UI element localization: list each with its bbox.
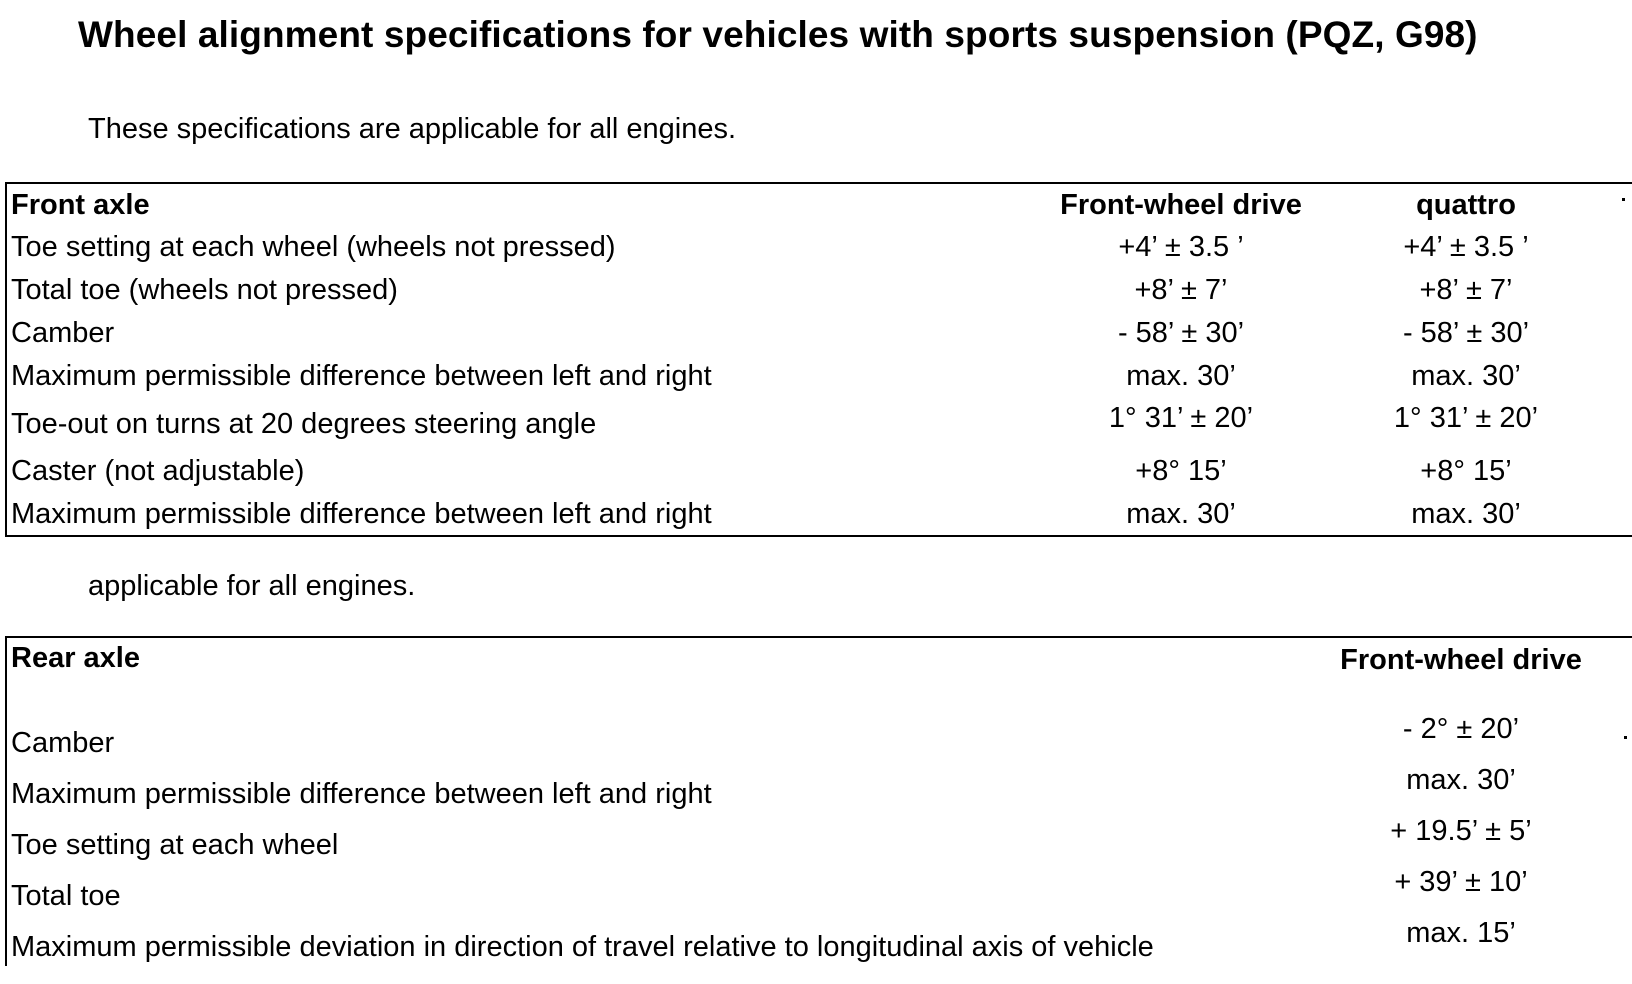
rear-front-wheel-drive-value: max. 30’ xyxy=(1406,764,1516,796)
rear-front-wheel-drive-value: + 39’ ± 10’ xyxy=(1394,866,1528,898)
spec-label: Total toe xyxy=(11,880,121,912)
rear-applicability-note: applicable for all engines. xyxy=(88,570,416,602)
table-row xyxy=(6,355,1632,398)
table-row xyxy=(6,864,1632,915)
quattro-value: +4’ ± 3.5 ’ xyxy=(1403,231,1529,263)
spec-label: Camber xyxy=(11,317,115,349)
front-wheel-drive-value: max. 30’ xyxy=(1126,360,1236,392)
quattro-value: max. 30’ xyxy=(1411,497,1521,530)
edge-mark xyxy=(1624,736,1627,739)
rear-front-wheel-drive-column-header: Front-wheel drive xyxy=(1340,644,1582,676)
table-row xyxy=(6,762,1632,813)
table-row xyxy=(6,711,1632,762)
spec-label: Caster (not adjustable) xyxy=(11,455,305,487)
rear-front-wheel-drive-value: + 19.5’ ± 5’ xyxy=(1390,815,1532,847)
rear-front-wheel-drive-value: max. 15’ xyxy=(1406,917,1516,949)
page-title: Wheel alignment specifications for vehicles with sports suspension (PQZ, G98) xyxy=(78,14,1478,55)
rear-front-wheel-drive-value: - 2° ± 20’ xyxy=(1402,713,1520,745)
front-wheel-drive-column-header: Front-wheel drive xyxy=(1060,188,1302,221)
front-axle-header-label: Front axle xyxy=(11,188,150,221)
spec-label: Maximum permissible difference between left and right xyxy=(11,360,712,392)
front-wheel-drive-value: 1° 31’ ± 20’ xyxy=(1108,402,1254,434)
table-row xyxy=(6,450,1632,493)
edge-mark xyxy=(1622,198,1625,201)
spec-label: Toe setting at each wheel xyxy=(11,829,339,861)
spec-label: Camber xyxy=(11,727,115,759)
front-wheel-drive-value: +8° 15’ xyxy=(1135,455,1227,487)
spec-label: Toe-out on turns at 20 degrees steering angle xyxy=(11,407,597,440)
rear-axle-header-label: Rear axle xyxy=(11,642,140,674)
front-wheel-drive-value: +4’ ± 3.5 ’ xyxy=(1118,231,1244,263)
table-row xyxy=(6,493,1632,536)
quattro-column-header: quattro xyxy=(1416,188,1516,221)
spec-label: Toe setting at each wheel (wheels not pressed) xyxy=(11,231,616,263)
spec-label: Maximum permissible difference between left and right xyxy=(11,497,712,530)
table-row xyxy=(6,312,1632,355)
table-row xyxy=(6,269,1632,312)
quattro-value: - 58’ ± 30’ xyxy=(1402,317,1530,349)
front-axle-header-row xyxy=(6,183,1632,226)
spec-label: Maximum permissible difference between left and right xyxy=(11,778,712,810)
quattro-value: max. 30’ xyxy=(1411,360,1521,392)
front-axle-table xyxy=(5,182,1632,537)
table-row xyxy=(6,398,1632,450)
table-row xyxy=(6,915,1632,966)
front-wheel-drive-value: max. 30’ xyxy=(1126,497,1236,530)
spec-label: Total toe (wheels not pressed) xyxy=(11,274,398,306)
front-wheel-drive-value: - 58’ ± 30’ xyxy=(1117,317,1245,349)
rear-axle-table xyxy=(5,636,1632,966)
spec-label: Maximum permissible deviation in direction of travel relative to longitudinal axis of vehicle xyxy=(11,931,1154,963)
quattro-value: +8° 15’ xyxy=(1420,455,1512,487)
front-applicability-note: These specifications are applicable for all engines. xyxy=(88,113,737,145)
table-row xyxy=(6,813,1632,864)
front-wheel-drive-value: +8’ ± 7’ xyxy=(1134,274,1228,306)
quattro-value: 1° 31’ ± 20’ xyxy=(1393,402,1539,434)
table-row xyxy=(6,226,1632,269)
rear-axle-header-row xyxy=(6,637,1632,711)
quattro-value: +8’ ± 7’ xyxy=(1419,274,1513,306)
